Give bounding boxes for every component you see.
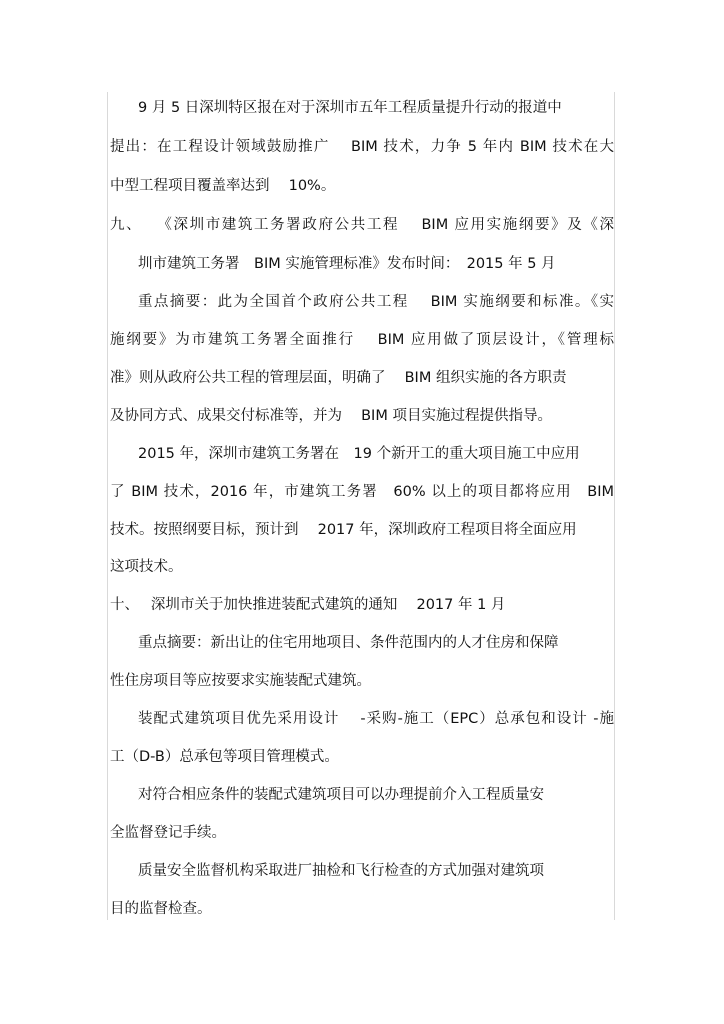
text-line-9: 及协同方式、成果交付标准等，并为 BIM 项目实施过程提供指导。 [110, 408, 552, 424]
text-line-17: 装配式建筑项目优先采用设计 -采购-施工（EPC）总承包和设计 -施 [138, 711, 614, 727]
text-line-3: 中型工程项目覆盖率达到 10%。 [110, 178, 336, 194]
text-line-22: 目的监督检查。 [110, 901, 212, 917]
text-line-13: 这项技术。 [110, 559, 183, 575]
section-nine-heading: 九、 《深圳市建筑工务署政府公共工程 BIM 应用实施纲要》及《深 [110, 217, 614, 233]
text-line-20: 全监督登记手续。 [110, 825, 226, 841]
text-line-16: 性住房项目等应按要求实施装配式建筑。 [110, 673, 371, 689]
text-line-1: 9 月 5 日深圳特区报在对于深圳市五年工程质量提升行动的报道中 [138, 100, 562, 116]
page-border-left [107, 92, 108, 920]
text-line-6: 重点摘要：此为全国首个政府公共工程 BIM 实施纲要和标准。《实 [138, 294, 614, 310]
page-border-right [614, 92, 615, 920]
text-line-19: 对符合相应条件的装配式建筑项目可以办理提前介入工程质量安 [138, 787, 544, 803]
text-line-11: 了 BIM 技术，2016 年，市建筑工务署 60% 以上的项目都将应用 BIM [110, 484, 614, 500]
text-line-2: 提出：在工程设计领域鼓励推广 BIM 技术，力争 5 年内 BIM 技术在大 [110, 139, 614, 155]
text-line-7: 施纲要》为市建筑工务署全面推行 BIM 应用做了顶层设计，《管理标 [110, 332, 614, 348]
text-line-12: 技术。按照纲要目标，预计到 2017 年，深圳政府工程项目将全面应用 [110, 522, 577, 538]
text-line-21: 质量安全监督机构采取进厂抽检和飞行检查的方式加强对建筑项 [138, 863, 544, 879]
text-line-18: 工（D-B）总承包等项目管理模式。 [110, 749, 339, 765]
text-line-10: 2015 年，深圳市建筑工务署在 19 个新开工的重大项目施工中应用 [138, 446, 580, 462]
section-nine-heading-cont: 圳市建筑工务署 BIM 实施管理标准》发布时间： 2015 年 5 月 [138, 256, 556, 272]
text-line-15: 重点摘要：新出让的住宅用地项目、条件范围内的人才住房和保障 [138, 635, 559, 651]
text-line-8: 准》则从政府公共工程的管理层面，明确了 BIM 组织实施的各方职责 [110, 370, 567, 386]
section-ten-heading: 十、 深圳市关于加快推进装配式建筑的通知 2017 年 1 月 [110, 597, 506, 613]
